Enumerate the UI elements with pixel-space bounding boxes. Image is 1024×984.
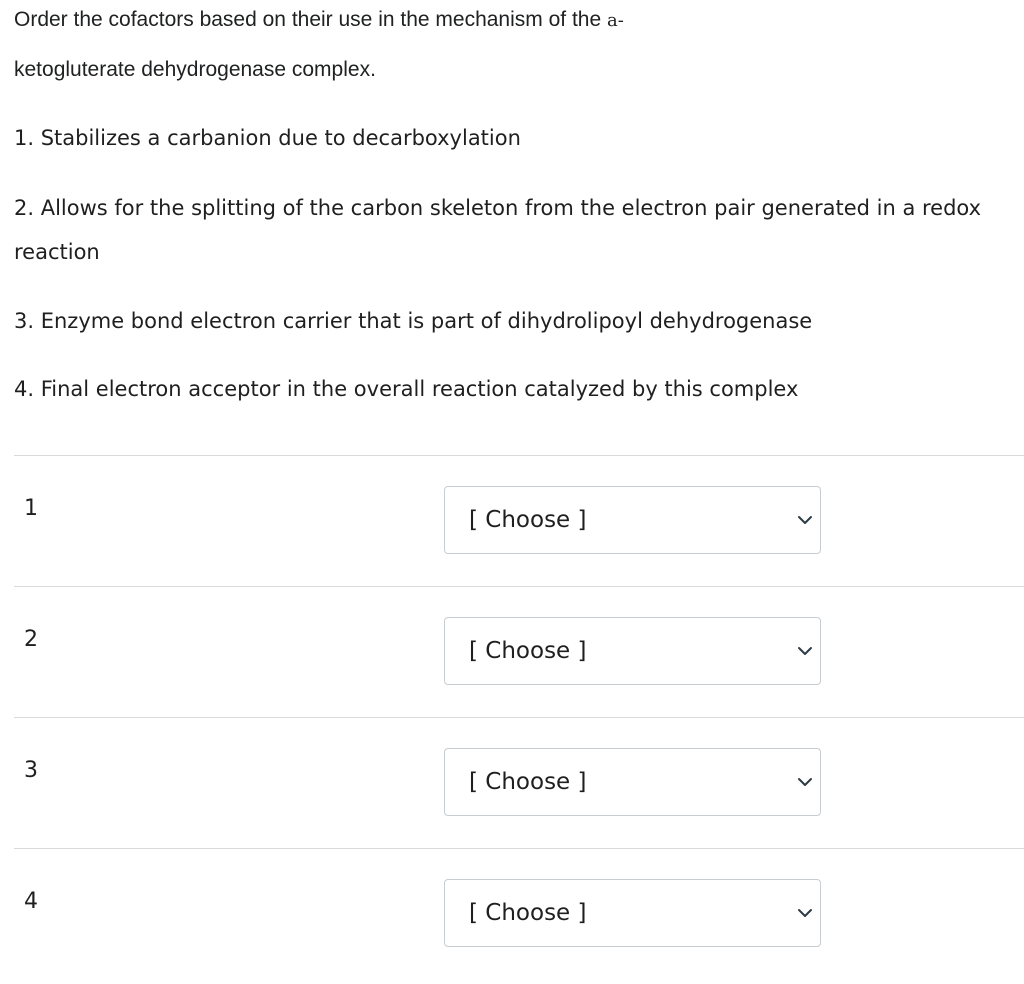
chevron-down-icon (796, 906, 814, 920)
question-text-line-2: ketogluterate dehydrogenase complex. (14, 58, 376, 81)
answer-row (14, 586, 1024, 717)
cofactor-description-2-line-1: 2. Allows for the splitting of the carbon skeleton from the electron pair generated in a redox (14, 196, 982, 220)
chevron-down-icon (796, 775, 814, 789)
question-text-prefix: Order the cofactors based on their use in the mechanism of the (14, 8, 607, 31)
chevron-down-icon (796, 513, 814, 527)
answer-row (14, 455, 1024, 586)
row-number: 3 (24, 758, 38, 783)
answer-dropdown-3[interactable] (444, 748, 821, 816)
answer-dropdown-4[interactable] (444, 879, 821, 947)
cofactor-description-2-line-2: reaction (14, 240, 100, 264)
question-text-line-1 (14, 8, 624, 32)
dropdown-selected-value: [ Choose ] (469, 769, 587, 795)
answer-dropdown-1[interactable] (444, 486, 821, 554)
dropdown-selected-value: [ Choose ] (469, 507, 587, 533)
cofactor-description-3: 3. Enzyme bond electron carrier that is part of dihydrolipoyl dehydrogenase (14, 309, 813, 333)
answer-dropdown-2[interactable] (444, 617, 821, 685)
answer-table (14, 455, 1024, 979)
dropdown-selected-value: [ Choose ] (469, 638, 587, 664)
chevron-down-icon (796, 644, 814, 658)
row-number: 4 (24, 889, 38, 914)
alpha-symbol: a- (606, 10, 624, 31)
answer-row (14, 848, 1024, 979)
row-number: 1 (24, 496, 38, 521)
answer-row (14, 717, 1024, 848)
row-number: 2 (24, 627, 38, 652)
cofactor-description-1: 1. Stabilizes a carbanion due to decarboxylation (14, 126, 521, 150)
dropdown-selected-value: [ Choose ] (469, 900, 587, 926)
cofactor-description-4: 4. Final electron acceptor in the overall reaction catalyzed by this complex (14, 377, 799, 401)
